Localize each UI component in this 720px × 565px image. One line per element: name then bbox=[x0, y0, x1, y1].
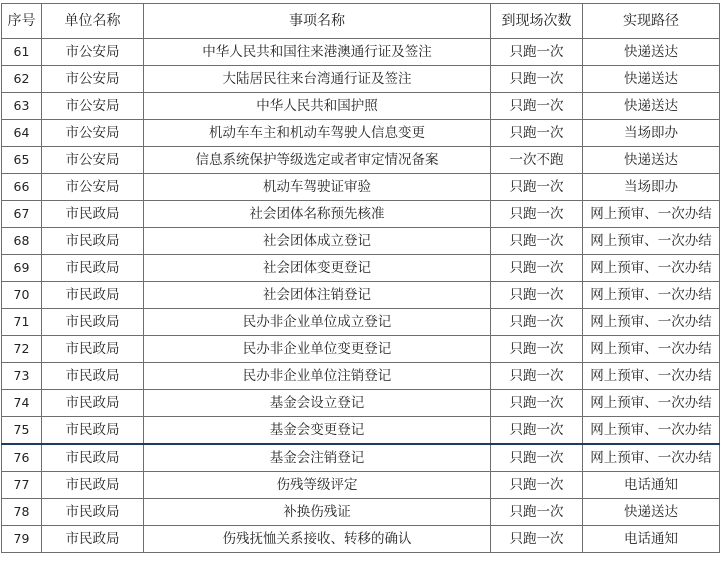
table-row bbox=[2, 309, 720, 336]
cell-visits: 只跑一次 bbox=[491, 499, 583, 526]
table-row bbox=[2, 282, 720, 309]
service-items-table bbox=[1, 3, 720, 553]
cell-no: 76 bbox=[2, 444, 42, 472]
cell-path: 当场即办 bbox=[583, 174, 720, 201]
table-row bbox=[2, 147, 720, 174]
table-row bbox=[2, 174, 720, 201]
table-row bbox=[2, 201, 720, 228]
cell-unit: 市民政局 bbox=[42, 472, 144, 499]
cell-visits: 只跑一次 bbox=[491, 174, 583, 201]
cell-path: 网上预审、一次办结 bbox=[583, 228, 720, 255]
cell-visits: 只跑一次 bbox=[491, 66, 583, 93]
cell-item: 基金会变更登记 bbox=[144, 417, 491, 445]
cell-no: 78 bbox=[2, 499, 42, 526]
cell-item: 补换伤残证 bbox=[144, 499, 491, 526]
header-path: 实现路径 bbox=[583, 4, 720, 39]
cell-unit: 市民政局 bbox=[42, 526, 144, 553]
cell-no: 64 bbox=[2, 120, 42, 147]
cell-path: 网上预审、一次办结 bbox=[583, 255, 720, 282]
cell-visits: 只跑一次 bbox=[491, 472, 583, 499]
cell-path: 快递送达 bbox=[583, 499, 720, 526]
cell-item: 民办非企业单位注销登记 bbox=[144, 363, 491, 390]
cell-item: 机动车车主和机动车驾驶人信息变更 bbox=[144, 120, 491, 147]
cell-unit: 市民政局 bbox=[42, 282, 144, 309]
cell-path: 电话通知 bbox=[583, 526, 720, 553]
cell-visits: 只跑一次 bbox=[491, 444, 583, 472]
cell-unit: 市公安局 bbox=[42, 39, 144, 66]
cell-unit: 市公安局 bbox=[42, 174, 144, 201]
cell-visits: 只跑一次 bbox=[491, 526, 583, 553]
cell-no: 71 bbox=[2, 309, 42, 336]
cell-visits: 只跑一次 bbox=[491, 390, 583, 417]
cell-no: 70 bbox=[2, 282, 42, 309]
cell-visits: 只跑一次 bbox=[491, 363, 583, 390]
cell-no: 72 bbox=[2, 336, 42, 363]
cell-unit: 市民政局 bbox=[42, 336, 144, 363]
table-row bbox=[2, 120, 720, 147]
table-row bbox=[2, 444, 720, 472]
cell-item: 社会团体注销登记 bbox=[144, 282, 491, 309]
cell-item: 伤残等级评定 bbox=[144, 472, 491, 499]
cell-no: 79 bbox=[2, 526, 42, 553]
cell-unit: 市民政局 bbox=[42, 309, 144, 336]
table-row bbox=[2, 39, 720, 66]
cell-path: 网上预审、一次办结 bbox=[583, 201, 720, 228]
cell-visits: 只跑一次 bbox=[491, 336, 583, 363]
cell-item: 机动车驾驶证审验 bbox=[144, 174, 491, 201]
cell-item: 民办非企业单位成立登记 bbox=[144, 309, 491, 336]
cell-item: 大陆居民往来台湾通行证及签注 bbox=[144, 66, 491, 93]
cell-no: 67 bbox=[2, 201, 42, 228]
cell-path: 网上预审、一次办结 bbox=[583, 363, 720, 390]
cell-visits: 只跑一次 bbox=[491, 39, 583, 66]
table-header-row bbox=[2, 4, 720, 39]
cell-no: 77 bbox=[2, 472, 42, 499]
table-row bbox=[2, 66, 720, 93]
cell-unit: 市民政局 bbox=[42, 228, 144, 255]
cell-path: 网上预审、一次办结 bbox=[583, 336, 720, 363]
table-row bbox=[2, 526, 720, 553]
cell-path: 网上预审、一次办结 bbox=[583, 417, 720, 445]
cell-no: 65 bbox=[2, 147, 42, 174]
cell-no: 63 bbox=[2, 93, 42, 120]
cell-no: 75 bbox=[2, 417, 42, 445]
cell-path: 网上预审、一次办结 bbox=[583, 444, 720, 472]
cell-no: 62 bbox=[2, 66, 42, 93]
cell-path: 快递送达 bbox=[583, 66, 720, 93]
header-no: 序号 bbox=[2, 4, 42, 39]
cell-visits: 只跑一次 bbox=[491, 93, 583, 120]
cell-item: 基金会注销登记 bbox=[144, 444, 491, 472]
table-row bbox=[2, 472, 720, 499]
cell-item: 伤残抚恤关系接收、转移的确认 bbox=[144, 526, 491, 553]
cell-unit: 市民政局 bbox=[42, 201, 144, 228]
cell-unit: 市民政局 bbox=[42, 499, 144, 526]
table-row bbox=[2, 390, 720, 417]
cell-item: 社会团体变更登记 bbox=[144, 255, 491, 282]
table-row bbox=[2, 417, 720, 445]
header-unit: 单位名称 bbox=[42, 4, 144, 39]
cell-unit: 市民政局 bbox=[42, 417, 144, 445]
table-row bbox=[2, 93, 720, 120]
cell-path: 网上预审、一次办结 bbox=[583, 309, 720, 336]
cell-visits: 只跑一次 bbox=[491, 201, 583, 228]
cell-path: 电话通知 bbox=[583, 472, 720, 499]
table-row bbox=[2, 363, 720, 390]
cell-path: 当场即办 bbox=[583, 120, 720, 147]
cell-no: 68 bbox=[2, 228, 42, 255]
cell-path: 网上预审、一次办结 bbox=[583, 390, 720, 417]
table-row bbox=[2, 336, 720, 363]
cell-path: 快递送达 bbox=[583, 93, 720, 120]
cell-no: 69 bbox=[2, 255, 42, 282]
cell-no: 74 bbox=[2, 390, 42, 417]
cell-item: 中华人民共和国护照 bbox=[144, 93, 491, 120]
cell-visits: 只跑一次 bbox=[491, 417, 583, 445]
cell-path: 网上预审、一次办结 bbox=[583, 282, 720, 309]
cell-path: 快递送达 bbox=[583, 39, 720, 66]
cell-visits: 一次不跑 bbox=[491, 147, 583, 174]
cell-unit: 市民政局 bbox=[42, 444, 144, 472]
cell-item: 中华人民共和国往来港澳通行证及签注 bbox=[144, 39, 491, 66]
cell-unit: 市民政局 bbox=[42, 363, 144, 390]
cell-unit: 市公安局 bbox=[42, 120, 144, 147]
cell-item: 社会团体名称预先核准 bbox=[144, 201, 491, 228]
cell-unit: 市公安局 bbox=[42, 66, 144, 93]
cell-visits: 只跑一次 bbox=[491, 120, 583, 147]
cell-unit: 市公安局 bbox=[42, 93, 144, 120]
cell-unit: 市民政局 bbox=[42, 255, 144, 282]
cell-item: 民办非企业单位变更登记 bbox=[144, 336, 491, 363]
cell-item: 社会团体成立登记 bbox=[144, 228, 491, 255]
cell-path: 快递送达 bbox=[583, 147, 720, 174]
cell-no: 66 bbox=[2, 174, 42, 201]
table-row bbox=[2, 255, 720, 282]
cell-visits: 只跑一次 bbox=[491, 228, 583, 255]
header-item: 事项名称 bbox=[144, 4, 491, 39]
cell-no: 73 bbox=[2, 363, 42, 390]
cell-item: 基金会设立登记 bbox=[144, 390, 491, 417]
table-row bbox=[2, 499, 720, 526]
cell-unit: 市民政局 bbox=[42, 390, 144, 417]
cell-visits: 只跑一次 bbox=[491, 282, 583, 309]
table-row bbox=[2, 228, 720, 255]
header-visits: 到现场次数 bbox=[491, 4, 583, 39]
cell-no: 61 bbox=[2, 39, 42, 66]
cell-visits: 只跑一次 bbox=[491, 255, 583, 282]
cell-unit: 市公安局 bbox=[42, 147, 144, 174]
cell-item: 信息系统保护等级选定或者审定情况备案 bbox=[144, 147, 491, 174]
cell-visits: 只跑一次 bbox=[491, 309, 583, 336]
